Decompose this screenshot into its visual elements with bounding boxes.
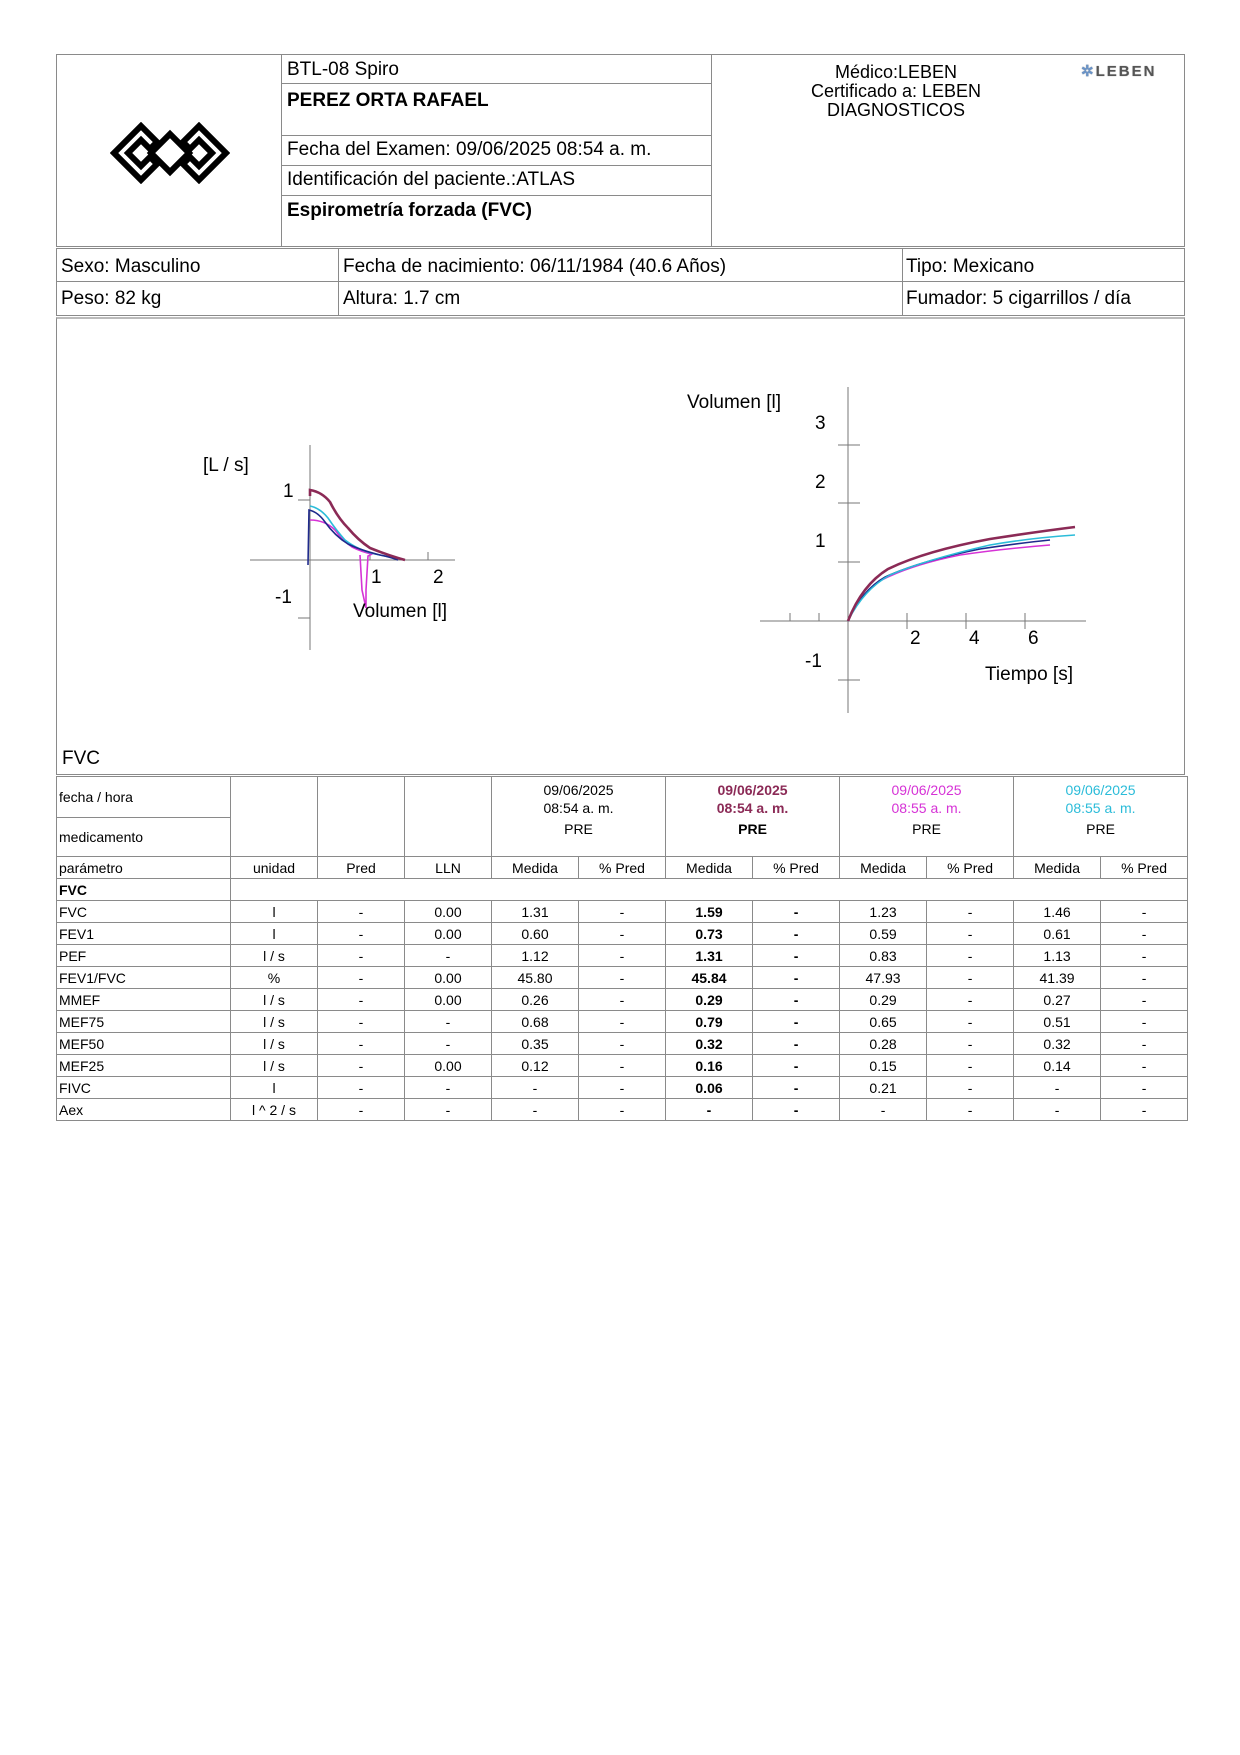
- table-cell: -: [579, 1099, 666, 1121]
- weight: Peso: 82 kg: [61, 288, 162, 309]
- column-header: Medida: [492, 857, 579, 879]
- table-cell: -: [753, 989, 840, 1011]
- table-cell: 0.14: [1014, 1055, 1101, 1077]
- row-label-medicamento: medicamento: [57, 818, 231, 857]
- table-cell: -: [1101, 1033, 1188, 1055]
- parameter-name: MEF50: [57, 1033, 231, 1055]
- flow-xlabel: Volumen [l]: [353, 601, 447, 622]
- table-cell: -: [318, 1033, 405, 1055]
- table-cell: -: [1101, 967, 1188, 989]
- parameter-name: MEF75: [57, 1011, 231, 1033]
- table-cell: -: [579, 1033, 666, 1055]
- table-cell: 0.29: [666, 989, 753, 1011]
- table-cell: -: [1101, 923, 1188, 945]
- table-cell: 0.60: [492, 923, 579, 945]
- table-cell: -: [579, 967, 666, 989]
- divider: [902, 248, 903, 316]
- table-cell: -: [1101, 989, 1188, 1011]
- column-header: % Pred: [753, 857, 840, 879]
- vt-xtick-4: 4: [969, 628, 980, 649]
- table-cell: -: [927, 945, 1014, 967]
- group-label: FVC: [57, 879, 231, 901]
- column-header: % Pred: [927, 857, 1014, 879]
- table-cell: l ^ 2 / s: [231, 1099, 318, 1121]
- table-cell: -: [318, 1077, 405, 1099]
- doctor-name: Médico:LEBEN: [834, 62, 958, 82]
- table-cell: l: [231, 1077, 318, 1099]
- volume-time-graph: [680, 385, 1100, 715]
- table-group-row: [57, 879, 1188, 901]
- graphs-section-label: FVC: [62, 748, 100, 769]
- test-name: Espirometría forzada (FVC): [287, 200, 532, 221]
- column-header: % Pred: [1101, 857, 1188, 879]
- vt-ytick-1: 1: [815, 531, 826, 552]
- table-cell: -: [1101, 1011, 1188, 1033]
- table-cell: -: [753, 1055, 840, 1077]
- table-cell: 0.61: [1014, 923, 1101, 945]
- table-cell: -: [753, 1099, 840, 1121]
- table-cell: -: [1101, 1077, 1188, 1099]
- table-cell: -: [318, 967, 405, 989]
- table-cell: 1.31: [492, 901, 579, 923]
- table-row: [57, 1055, 1188, 1077]
- vt-xtick-6: 6: [1028, 628, 1039, 649]
- table-cell: 1.13: [1014, 945, 1101, 967]
- table-cell: 0.79: [666, 1011, 753, 1033]
- parameter-name: MEF25: [57, 1055, 231, 1077]
- table-cell: -: [1101, 945, 1188, 967]
- row-label-fecha: fecha / hora: [57, 777, 231, 818]
- results-table: [56, 776, 1188, 1121]
- table-cell: 0.00: [405, 901, 492, 923]
- leben-logo-text: LEBEN: [1095, 63, 1157, 80]
- volume-time-curves: [848, 527, 1075, 621]
- table-cell: 0.29: [840, 989, 927, 1011]
- column-header: % Pred: [579, 857, 666, 879]
- table-cell: -: [753, 1033, 840, 1055]
- table-cell: -: [405, 1077, 492, 1099]
- table-cell: -: [753, 967, 840, 989]
- table-cell: 0.59: [840, 923, 927, 945]
- trial-header-1: 09/06/2025 08:54 a. m. PRE: [492, 777, 666, 857]
- table-cell: 0.28: [840, 1033, 927, 1055]
- vt-ylabel: Volumen [l]: [687, 392, 781, 413]
- table-cell: 0.00: [405, 1055, 492, 1077]
- table-cell: 0.26: [492, 989, 579, 1011]
- column-header: LLN: [405, 857, 492, 879]
- table-cell: 1.31: [666, 945, 753, 967]
- table-row: [57, 1011, 1188, 1033]
- table-cell: %: [231, 967, 318, 989]
- table-cell: -: [318, 1011, 405, 1033]
- table-cell: -: [492, 1099, 579, 1121]
- certified-line2: DIAGNOSTICOS: [826, 100, 965, 120]
- certified-line1: Certificado a: LEBEN: [810, 81, 982, 101]
- table-cell: -: [927, 1077, 1014, 1099]
- table-cell: l: [231, 923, 318, 945]
- divider: [56, 281, 1185, 282]
- column-header: Medida: [1014, 857, 1101, 879]
- vt-ytick-3: 3: [815, 413, 826, 434]
- table-cell: -: [927, 1055, 1014, 1077]
- vt-xtick-2: 2: [910, 628, 921, 649]
- table-cell: l: [231, 901, 318, 923]
- table-cell: 1.46: [1014, 901, 1101, 923]
- smoker: Fumador: 5 cigarrillos / día: [906, 288, 1131, 309]
- table-cell: -: [318, 901, 405, 923]
- table-cell: -: [579, 1011, 666, 1033]
- table-cell: -: [1014, 1099, 1101, 1121]
- column-header: Pred: [318, 857, 405, 879]
- patient-id: Identificación del paciente.:ATLAS: [287, 169, 575, 190]
- patient-name: PEREZ ORTA RAFAEL: [287, 90, 489, 111]
- table-cell: 0.68: [492, 1011, 579, 1033]
- parameter-name: FIVC: [57, 1077, 231, 1099]
- vt-ytick-2: 2: [815, 472, 826, 493]
- flow-curve-trial3: [310, 520, 372, 608]
- table-column-header-row: [57, 857, 1188, 879]
- table-cell: -: [753, 1011, 840, 1033]
- table-cell: 0.00: [405, 923, 492, 945]
- table-row: [57, 967, 1188, 989]
- table-cell: -: [927, 901, 1014, 923]
- table-cell: 0.27: [1014, 989, 1101, 1011]
- table-cell: -: [1101, 1055, 1188, 1077]
- table-cell: l / s: [231, 1033, 318, 1055]
- parameter-name: PEF: [57, 945, 231, 967]
- table-cell: l / s: [231, 989, 318, 1011]
- table-cell: 0.73: [666, 923, 753, 945]
- table-cell: -: [927, 923, 1014, 945]
- leben-logo: ✲LEBEN: [1081, 63, 1157, 80]
- table-cell: -: [753, 945, 840, 967]
- table-cell: -: [579, 1055, 666, 1077]
- vt-ytick-neg1: -1: [805, 651, 822, 672]
- exam-date: Fecha del Examen: 09/06/2025 08:54 a. m.: [287, 139, 652, 160]
- table-cell: -: [927, 989, 1014, 1011]
- table-cell: -: [1101, 1099, 1188, 1121]
- table-cell: -: [1014, 1077, 1101, 1099]
- table-cell: 0.32: [1014, 1033, 1101, 1055]
- parameter-name: FEV1/FVC: [57, 967, 231, 989]
- table-cell: -: [579, 989, 666, 1011]
- divider: [281, 165, 711, 166]
- table-row: [57, 989, 1188, 1011]
- table-cell: -: [927, 1011, 1014, 1033]
- table-cell: 0.06: [666, 1077, 753, 1099]
- table-cell: 45.84: [666, 967, 753, 989]
- table-cell: -: [318, 945, 405, 967]
- table-cell: -: [840, 1099, 927, 1121]
- column-header: Medida: [666, 857, 753, 879]
- table-cell: -: [579, 901, 666, 923]
- divider: [338, 248, 339, 316]
- table-row: [57, 923, 1188, 945]
- flow-xtick-2: 2: [433, 567, 444, 588]
- table-cell: -: [579, 945, 666, 967]
- parameter-name: MMEF: [57, 989, 231, 1011]
- device-name: BTL-08 Spiro: [287, 59, 399, 80]
- height: Altura: 1.7 cm: [343, 288, 461, 309]
- column-header: Medida: [840, 857, 927, 879]
- table-cell: -: [927, 1099, 1014, 1121]
- table-cell: 41.39: [1014, 967, 1101, 989]
- table-cell: 0.35: [492, 1033, 579, 1055]
- table-cell: -: [405, 1033, 492, 1055]
- table-cell: -: [405, 945, 492, 967]
- table-cell: 1.59: [666, 901, 753, 923]
- table-cell: 1.12: [492, 945, 579, 967]
- table-cell: 0.32: [666, 1033, 753, 1055]
- doctor-block: [711, 63, 1081, 120]
- patient-type: Tipo: Mexicano: [906, 256, 1035, 277]
- column-header: unidad: [231, 857, 318, 879]
- table-cell: -: [753, 923, 840, 945]
- flow-curve-trial1: [308, 510, 398, 565]
- table-cell: 0.12: [492, 1055, 579, 1077]
- flow-volume-graph: [180, 440, 480, 660]
- btl-logo: [110, 122, 230, 184]
- table-cell: 47.93: [840, 967, 927, 989]
- table-cell: -: [579, 923, 666, 945]
- divider: [281, 195, 711, 196]
- table-cell: -: [405, 1099, 492, 1121]
- table-cell: 1.23: [840, 901, 927, 923]
- column-header: parámetro: [57, 857, 231, 879]
- table-cell: -: [318, 989, 405, 1011]
- sex: Sexo: Masculino: [61, 256, 201, 277]
- table-cell: -: [1101, 901, 1188, 923]
- table-row: [57, 1033, 1188, 1055]
- table-cell: -: [753, 901, 840, 923]
- table-cell: 0.21: [840, 1077, 927, 1099]
- table-cell: -: [666, 1099, 753, 1121]
- flow-ytick-neg: -1: [275, 587, 292, 608]
- flow-ylabel: [L / s]: [203, 455, 249, 476]
- table-cell: l / s: [231, 1055, 318, 1077]
- parameter-name: FVC: [57, 901, 231, 923]
- table-cell: 0.00: [405, 989, 492, 1011]
- flow-ytick-pos: 1: [283, 481, 294, 502]
- vt-xlabel: Tiempo [s]: [985, 664, 1073, 685]
- table-row: [57, 901, 1188, 923]
- table-row: [57, 945, 1188, 967]
- table-cell: 0.83: [840, 945, 927, 967]
- parameter-name: Aex: [57, 1099, 231, 1121]
- table-cell: 0.65: [840, 1011, 927, 1033]
- flow-xtick-1: 1: [371, 567, 382, 588]
- table-cell: 0.51: [1014, 1011, 1101, 1033]
- birth-date: Fecha de nacimiento: 06/11/1984 (40.6 Años): [343, 256, 727, 277]
- table-cell: -: [405, 1011, 492, 1033]
- table-cell: -: [579, 1077, 666, 1099]
- table-cell: -: [318, 1055, 405, 1077]
- table-cell: l / s: [231, 945, 318, 967]
- trial-header-3: 09/06/2025 08:55 a. m. PRE: [840, 777, 1014, 857]
- table-cell: l / s: [231, 1011, 318, 1033]
- parameter-name: FEV1: [57, 923, 231, 945]
- table-cell: -: [927, 967, 1014, 989]
- table-header-row: [57, 777, 1188, 818]
- table-cell: -: [753, 1077, 840, 1099]
- table-cell: -: [927, 1033, 1014, 1055]
- trial-header-2: 09/06/2025 08:54 a. m. PRE: [666, 777, 840, 857]
- table-row: [57, 1077, 1188, 1099]
- table-cell: 45.80: [492, 967, 579, 989]
- flow-volume-curves: [308, 490, 405, 608]
- table-cell: -: [318, 1099, 405, 1121]
- table-cell: 0.15: [840, 1055, 927, 1077]
- table-cell: -: [492, 1077, 579, 1099]
- table-cell: 0.16: [666, 1055, 753, 1077]
- divider: [281, 135, 711, 136]
- table-cell: -: [318, 923, 405, 945]
- trial-header-4: 09/06/2025 08:55 a. m. PRE: [1014, 777, 1188, 857]
- table-cell: 0.00: [405, 967, 492, 989]
- vt-curve-trial1: [848, 540, 1050, 621]
- table-row: [57, 1099, 1188, 1121]
- divider: [281, 83, 711, 84]
